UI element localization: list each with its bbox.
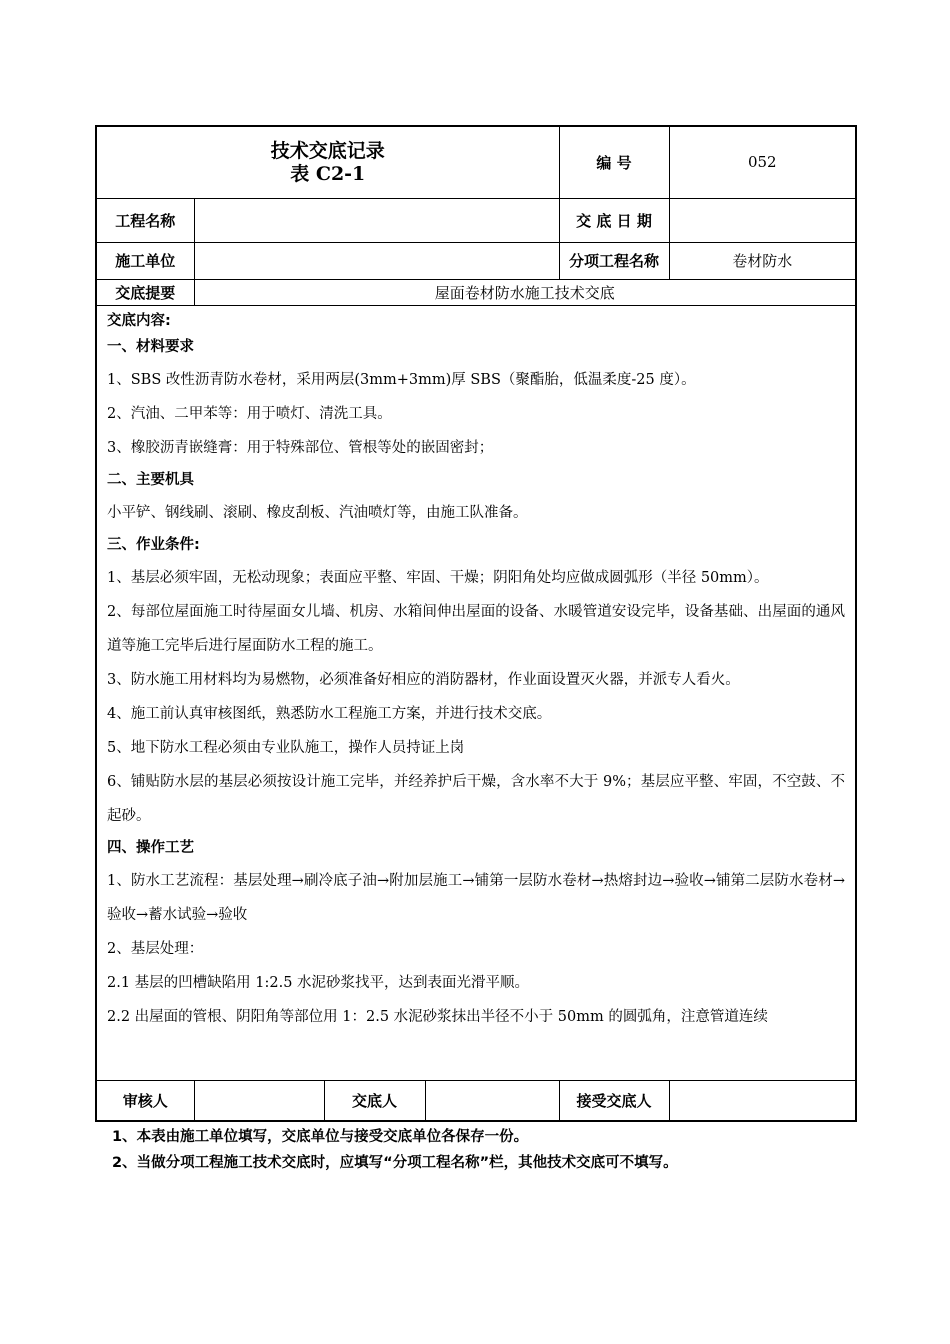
paragraph: 2、每部位屋面施工时待屋面女儿墙、机房、水箱间伸出屋面的设备、水暖管道安设完毕，设备基础、出屋面的通风道等施工完毕后进行屋面防水工程的施工。 xyxy=(107,603,846,654)
date-field[interactable] xyxy=(669,198,856,242)
title-row xyxy=(96,126,856,198)
project-row xyxy=(96,198,856,242)
project-name-label: 工程名称 xyxy=(96,198,194,242)
summary-label: 交底提要 xyxy=(96,279,194,305)
form-notes xyxy=(112,1124,872,1176)
paragraph: 2.2 出屋面的管根、阴阳角等部位用 1：2.5 水泥砂浆抹出半径不小于 50mm 的圆弧角，注意管道连续 xyxy=(107,1008,768,1025)
contractor-field[interactable] xyxy=(194,242,559,279)
section-title-tools: 二、主要机具 xyxy=(107,471,194,488)
date-label: 交 底 日 期 xyxy=(559,198,669,242)
presenter-label: 交底人 xyxy=(324,1080,425,1121)
presenter-field[interactable] xyxy=(425,1080,559,1121)
reviewer-field[interactable] xyxy=(194,1080,324,1121)
form-title: 技术交底记录 xyxy=(270,140,385,163)
paragraph: 5、地下防水工程必须由专业队施工，操作人员持证上岗 xyxy=(107,739,465,756)
paragraph: 3、防水施工用材料均为易燃物，必须准备好相应的消防器材，作业面设置灭火器，并派专人看火。 xyxy=(107,671,740,688)
paragraph: 1、基层必须牢固，无松动现象；表面应平整、牢固、干燥；阴阳角处均应做成圆弧形（半径 50mm）。 xyxy=(107,569,769,586)
paragraph: 1、SBS 改性沥青防水卷材，采用两层(3mm+3mm)厚 SBS（聚酯胎，低温柔度-25 度）。 xyxy=(107,371,696,388)
paragraph: 2.1 基层的凹槽缺陷用 1:2.5 水泥砂浆找平，达到表面光滑平顺。 xyxy=(107,974,530,991)
section-title-materials: 一、材料要求 xyxy=(107,338,194,355)
technical-disclosure-form xyxy=(95,125,855,1122)
note-item: 2、当做分项工程施工技术交底时，应填写“分项工程名称”栏，其他技术交底可不填写。 xyxy=(112,1155,678,1171)
paragraph: 2、汽油、二甲苯等：用于喷灯、清洗工具。 xyxy=(107,405,392,422)
note-item: 1、本表由施工单位填写，交底单位与接受交底单位各保存一份。 xyxy=(112,1129,529,1145)
contractor-row xyxy=(96,242,856,279)
summary-row xyxy=(96,279,856,305)
section-title-conditions: 三、作业条件: xyxy=(107,536,200,553)
project-name-field[interactable] xyxy=(194,198,559,242)
receiver-field[interactable] xyxy=(669,1080,856,1121)
subproject-label: 分项工程名称 xyxy=(559,242,669,279)
form-code: 表 C2-1 xyxy=(290,163,366,186)
form-table xyxy=(95,125,857,1122)
signature-row xyxy=(96,1080,856,1121)
paragraph: 2、基层处理： xyxy=(107,940,204,957)
form-title-cell xyxy=(96,126,559,198)
paragraph: 3、橡胶沥青嵌缝膏：用于特殊部位、管根等处的嵌固密封； xyxy=(107,439,494,456)
paragraph: 小平铲、钢线刷、滚刷、橡皮刮板、汽油喷灯等，由施工队准备。 xyxy=(107,504,528,521)
content-cell xyxy=(96,305,856,1080)
section-title-process: 四、操作工艺 xyxy=(107,839,194,856)
paragraph: 6、铺贴防水层的基层必须按设计施工完毕，并经养护后干燥，含水率不大于 9%；基层应平整、牢固，不空鼓、不起砂。 xyxy=(107,773,846,824)
paragraph: 1、防水工艺流程：基层处理→刷冷底子油→附加层施工→铺第一层防水卷材→热熔封边→验收→铺第二层防水卷材→验收→蓄水试验→验收 xyxy=(107,872,846,923)
subproject-field[interactable]: 卷材防水 xyxy=(669,242,856,279)
summary-field[interactable]: 屋面卷材防水施工技术交底 xyxy=(194,279,856,305)
content-row xyxy=(96,305,856,1080)
reviewer-label: 审核人 xyxy=(96,1080,194,1121)
contractor-label: 施工单位 xyxy=(96,242,194,279)
number-value[interactable]: 052 xyxy=(669,126,856,198)
receiver-label: 接受交底人 xyxy=(559,1080,669,1121)
number-label: 编 号 xyxy=(559,126,669,198)
content-label: 交底内容: xyxy=(107,312,171,329)
paragraph: 4、施工前认真审核图纸，熟悉防水工程施工方案，并进行技术交底。 xyxy=(107,705,552,722)
